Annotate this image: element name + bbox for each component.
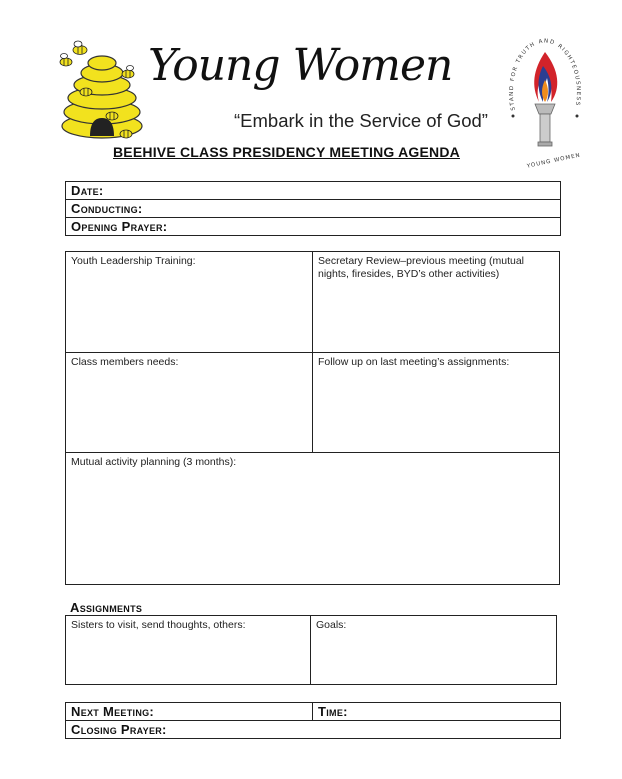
agenda-grid	[65, 251, 560, 585]
sisters-label: Sisters to visit, send thoughts, others:	[71, 619, 246, 631]
time-field[interactable]: Time:	[318, 704, 348, 719]
assignments-box	[65, 615, 557, 685]
youth-leadership-label: Youth Leadership Training:	[71, 255, 196, 267]
follow-up-label: Follow up on last meeting’s assignments:	[318, 356, 510, 368]
page-title: Young Women	[148, 40, 453, 91]
conducting-field[interactable]: Conducting:	[66, 200, 560, 218]
secretary-review-cell[interactable]	[313, 252, 559, 352]
mutual-planning-cell[interactable]	[66, 453, 559, 584]
follow-up-cell[interactable]	[313, 353, 559, 452]
closing-prayer-field[interactable]: Closing Prayer:	[71, 722, 167, 737]
svg-text:YOUNG WOMEN: YOUNG WOMEN	[526, 152, 582, 170]
next-meeting-field[interactable]: Next Meeting:	[71, 704, 155, 719]
svg-text:STAND FOR TRUTH AND RIGHTEOUSN: STAND FOR TRUTH AND RIGHTEOUSNESS	[508, 38, 582, 111]
motto: “Embark in the Service of God”	[234, 110, 488, 131]
class-members-cell[interactable]	[66, 353, 312, 452]
bee-icon	[73, 41, 87, 55]
class-members-label: Class members needs:	[71, 356, 179, 368]
mutual-planning-label: Mutual activity planning (3 months):	[71, 456, 237, 468]
beehive-illustration	[50, 40, 150, 140]
goals-cell[interactable]	[311, 616, 556, 684]
next-meeting-row	[66, 703, 560, 721]
sisters-cell[interactable]	[66, 616, 310, 684]
youth-leadership-cell[interactable]	[66, 252, 312, 352]
opening-prayer-field[interactable]: Opening Prayer:	[71, 219, 168, 234]
assignments-heading: Assignments	[70, 600, 143, 615]
header-fields	[65, 181, 561, 236]
torch-logo	[505, 30, 585, 170]
secretary-review-label: Secretary Review–previous meeting (mutual nights, firesides, BYD’s other activities)	[318, 255, 525, 280]
agenda-title: BEEHIVE CLASS PRESIDENCY MEETING AGENDA	[113, 144, 460, 160]
footer-fields	[65, 702, 561, 739]
date-field[interactable]: Date:	[66, 182, 560, 200]
goals-label: Goals:	[316, 619, 347, 631]
